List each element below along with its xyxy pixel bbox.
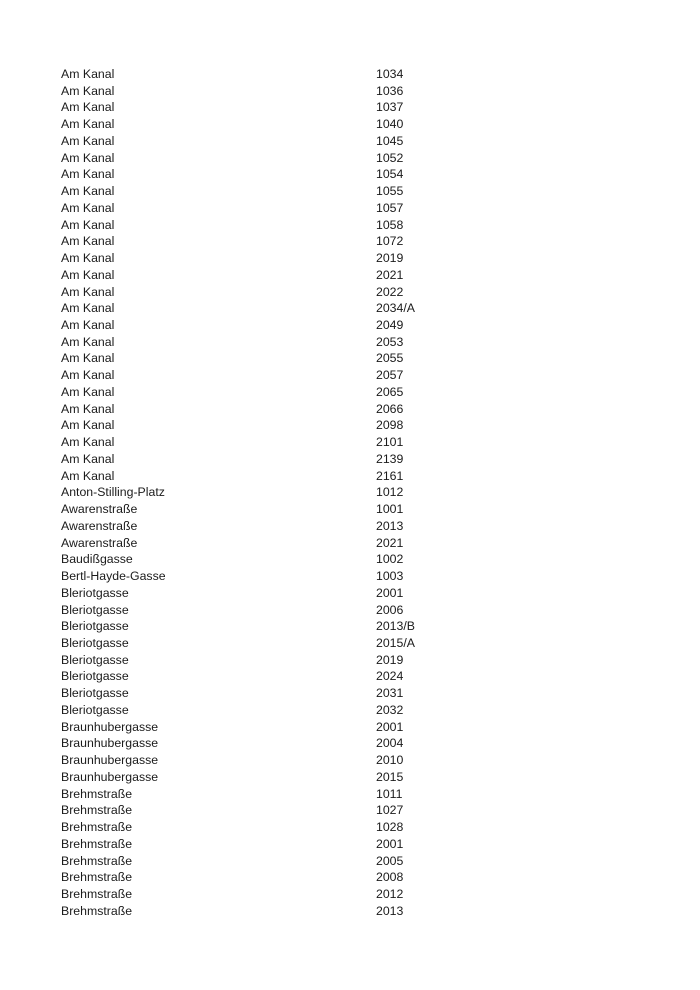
street-name: Am Kanal [61, 234, 115, 249]
list-item [61, 468, 660, 485]
house-number: 2013/B [376, 619, 415, 634]
list-item [61, 200, 660, 217]
list-item [61, 150, 660, 167]
house-number: 1057 [376, 200, 404, 215]
street-number-list [61, 66, 660, 919]
list-item [61, 217, 660, 234]
list-item [61, 267, 660, 284]
street-name: Am Kanal [61, 301, 115, 316]
street-name: Am Kanal [61, 150, 115, 165]
street-name: Brehmstraße [61, 903, 133, 918]
street-name: Am Kanal [61, 133, 115, 148]
house-number: 2013 [376, 903, 404, 918]
house-number: 2161 [376, 468, 404, 483]
street-name: Am Kanal [61, 67, 115, 81]
house-number: 2057 [376, 368, 404, 383]
street-name: Awarenstraße [61, 535, 138, 550]
list-item [61, 836, 660, 853]
house-number: 2034/A [376, 301, 415, 316]
list-item [61, 719, 660, 736]
house-number: 2098 [376, 418, 404, 433]
list-item [61, 83, 660, 100]
house-number: 1052 [376, 150, 404, 165]
house-number: 2001 [376, 585, 404, 600]
list-item [61, 99, 660, 116]
street-name: Am Kanal [61, 468, 115, 483]
street-name: Awarenstraße [61, 502, 138, 517]
street-name: Am Kanal [61, 401, 115, 416]
house-number: 2055 [376, 351, 404, 366]
list-item [61, 869, 660, 886]
list-item [61, 501, 660, 518]
house-number: 2010 [376, 753, 404, 768]
street-name: Am Kanal [61, 83, 115, 98]
street-name: Am Kanal [61, 435, 115, 450]
house-number: 2022 [376, 284, 404, 299]
list-item [61, 652, 660, 669]
house-number: 2101 [376, 435, 404, 450]
street-name: Am Kanal [61, 200, 115, 215]
street-name: Am Kanal [61, 334, 115, 349]
list-item [61, 317, 660, 334]
street-name: Baudißgasse [61, 552, 133, 567]
house-number: 2015/A [376, 635, 415, 650]
list-item [61, 384, 660, 401]
house-number: 1037 [376, 100, 404, 115]
street-name: Am Kanal [61, 368, 115, 383]
house-number: 1003 [376, 569, 404, 584]
street-name: Am Kanal [61, 251, 115, 266]
street-name: Bleriotgasse [61, 669, 129, 684]
street-name: Braunhubergasse [61, 753, 159, 768]
list-item [61, 668, 660, 685]
list-item [61, 635, 660, 652]
list-item [61, 66, 660, 83]
street-name: Am Kanal [61, 184, 115, 199]
house-number: 1055 [376, 184, 404, 199]
house-number: 2004 [376, 736, 404, 751]
list-item [61, 300, 660, 317]
list-item [61, 233, 660, 250]
street-name: Am Kanal [61, 418, 115, 433]
list-item [61, 350, 660, 367]
list-item [61, 819, 660, 836]
house-number: 1028 [376, 820, 404, 835]
list-item [61, 116, 660, 133]
house-number: 2021 [376, 535, 404, 550]
list-item [61, 518, 660, 535]
house-number: 2006 [376, 602, 404, 617]
street-name: Am Kanal [61, 451, 115, 466]
street-name: Brehmstraße [61, 803, 133, 818]
house-number: 2066 [376, 401, 404, 416]
street-name: Bleriotgasse [61, 619, 129, 634]
list-item [61, 133, 660, 150]
list-item [61, 685, 660, 702]
street-name: Brehmstraße [61, 870, 133, 885]
street-name: Brehmstraße [61, 786, 133, 801]
house-number: 2019 [376, 652, 404, 667]
list-item [61, 417, 660, 434]
list-item [61, 602, 660, 619]
list-item [61, 702, 660, 719]
street-name: Bleriotgasse [61, 602, 129, 617]
house-number: 2019 [376, 251, 404, 266]
house-number: 2032 [376, 702, 404, 717]
list-item [61, 434, 660, 451]
list-item [61, 334, 660, 351]
street-name: Bleriotgasse [61, 702, 129, 717]
street-name: Am Kanal [61, 351, 115, 366]
list-item [61, 367, 660, 384]
house-number: 1054 [376, 167, 404, 182]
house-number: 1001 [376, 502, 404, 517]
street-name: Bertl-Hayde-Gasse [61, 569, 166, 584]
street-name: Bleriotgasse [61, 585, 129, 600]
street-name: Braunhubergasse [61, 719, 159, 734]
house-number: 1045 [376, 133, 404, 148]
street-name: Am Kanal [61, 167, 115, 182]
street-name: Am Kanal [61, 117, 115, 132]
list-item [61, 752, 660, 769]
house-number: 2001 [376, 719, 404, 734]
street-name: Braunhubergasse [61, 769, 159, 784]
house-number: 2015 [376, 769, 404, 784]
house-number: 1034 [376, 67, 404, 81]
house-number: 2008 [376, 870, 404, 885]
house-number: 1012 [376, 485, 404, 500]
house-number: 2139 [376, 451, 404, 466]
house-number: 2049 [376, 318, 404, 333]
street-name: Am Kanal [61, 217, 115, 232]
street-name: Brehmstraße [61, 820, 133, 835]
house-number: 1058 [376, 217, 404, 232]
street-name: Bleriotgasse [61, 686, 129, 701]
list-item [61, 568, 660, 585]
street-name: Braunhubergasse [61, 736, 159, 751]
house-number: 2012 [376, 886, 404, 901]
house-number: 2024 [376, 669, 404, 684]
street-name: Awarenstraße [61, 518, 138, 533]
list-item [61, 250, 660, 267]
list-item [61, 802, 660, 819]
list-item [61, 853, 660, 870]
street-name: Am Kanal [61, 267, 115, 282]
list-item [61, 551, 660, 568]
list-item [61, 585, 660, 602]
house-number: 1002 [376, 552, 404, 567]
list-item [61, 484, 660, 501]
list-item [61, 618, 660, 635]
list-item [61, 166, 660, 183]
list-item [61, 451, 660, 468]
house-number: 1011 [376, 786, 403, 801]
house-number: 1040 [376, 117, 404, 132]
street-name: Brehmstraße [61, 853, 133, 868]
house-number: 2031 [376, 686, 404, 701]
street-name: Bleriotgasse [61, 635, 129, 650]
list-item [61, 886, 660, 903]
list-item [61, 284, 660, 301]
street-name: Am Kanal [61, 384, 115, 399]
list-item [61, 183, 660, 200]
house-number: 2013 [376, 518, 404, 533]
street-name: Anton-Stilling-Platz [61, 485, 165, 500]
list-item [61, 769, 660, 786]
street-name: Brehmstraße [61, 836, 133, 851]
house-number: 2005 [376, 853, 404, 868]
house-number: 2053 [376, 334, 404, 349]
house-number: 1027 [376, 803, 404, 818]
house-number: 2065 [376, 384, 404, 399]
list-item [61, 786, 660, 803]
street-name: Am Kanal [61, 318, 115, 333]
street-name: Am Kanal [61, 284, 115, 299]
house-number: 1036 [376, 83, 404, 98]
house-number: 2021 [376, 267, 404, 282]
house-number: 2001 [376, 836, 404, 851]
list-item [61, 401, 660, 418]
street-name: Bleriotgasse [61, 652, 129, 667]
list-item [61, 735, 660, 752]
street-name: Brehmstraße [61, 886, 133, 901]
list-item [61, 535, 660, 552]
house-number: 1072 [376, 234, 404, 249]
list-item [61, 903, 660, 920]
street-name: Am Kanal [61, 100, 115, 115]
